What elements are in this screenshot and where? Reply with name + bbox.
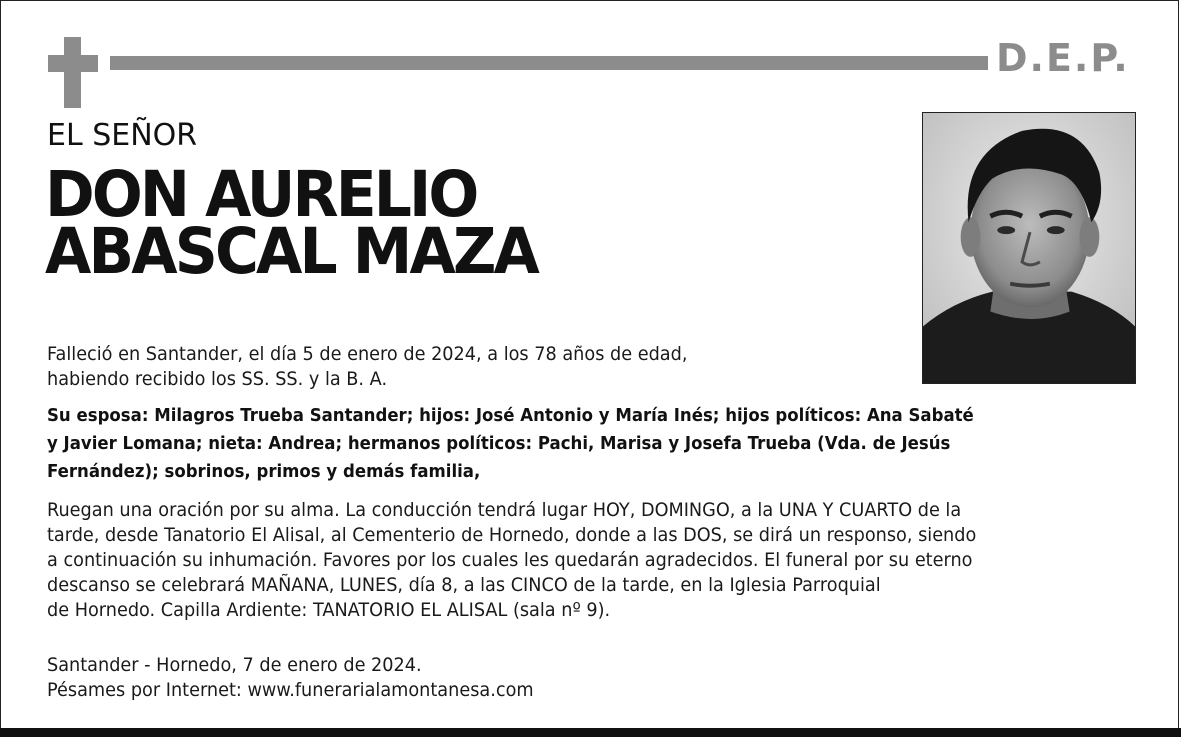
service-line: a continuación su inhumación. Favores por los cuales les quedarán agradecidos. El funeral por su eterno	[47, 549, 973, 571]
deceased-name-line-2: ABASCAL MAZA	[45, 215, 537, 288]
service-line: de Hornedo. Capilla Ardiente: TANATORIO EL ALISAL (sala nº 9).	[47, 599, 611, 621]
family-line: Fernández); sobrinos, primos y demás familia,	[47, 461, 481, 482]
family-line: y Javier Lomana; nieta: Andrea; hermanos políticos: Pachi, Marisa y Josefa Trueba (Vda. de Jesús	[47, 433, 951, 454]
portrait-image	[923, 113, 1135, 383]
family-line: Su esposa: Milagros Trueba Santander; hijos: José Antonio y María Inés; hijos políticos: Ana Sabaté	[47, 405, 974, 426]
condolences-website: Pésames por Internet: www.funerarialamontanesa.com	[47, 679, 534, 701]
service-details	[47, 498, 1046, 623]
place-date: Santander - Hornedo, 7 de enero de 2024.	[47, 654, 422, 676]
deceased-portrait-photo	[922, 112, 1136, 384]
deceased-name	[45, 158, 563, 288]
death-notice-line: habiendo recibido los SS. SS. y la B. A.	[47, 368, 388, 390]
deceased-title: EL SEÑOR	[47, 118, 198, 153]
service-line: descanso se celebrará MAÑANA, LUNES, día 8, a las CINCO de la tarde, en la Iglesia Parroquial	[47, 574, 881, 596]
family-list	[47, 402, 1054, 486]
dep-heading: D.E.P.	[996, 36, 1130, 80]
death-notice	[47, 342, 736, 392]
bottom-rule	[0, 728, 1181, 737]
cross-icon	[64, 37, 81, 108]
header-rule	[110, 56, 988, 70]
deceased-name-line-1: DON AURELIO	[45, 158, 477, 231]
service-line: tarde, desde Tanatorio El Alisal, al Cementerio de Hornedo, donde a las DOS, se dirá un responso, siendo	[47, 524, 977, 546]
closing-block	[47, 653, 570, 703]
death-notice-line: Falleció en Santander, el día 5 de enero de 2024, a los 78 años de edad,	[47, 343, 688, 365]
cross-icon-arm	[48, 55, 98, 72]
service-line: Ruegan una oración por su alma. La conducción tendrá lugar HOY, DOMINGO, a la UNA Y CUARTO de la	[47, 499, 962, 521]
